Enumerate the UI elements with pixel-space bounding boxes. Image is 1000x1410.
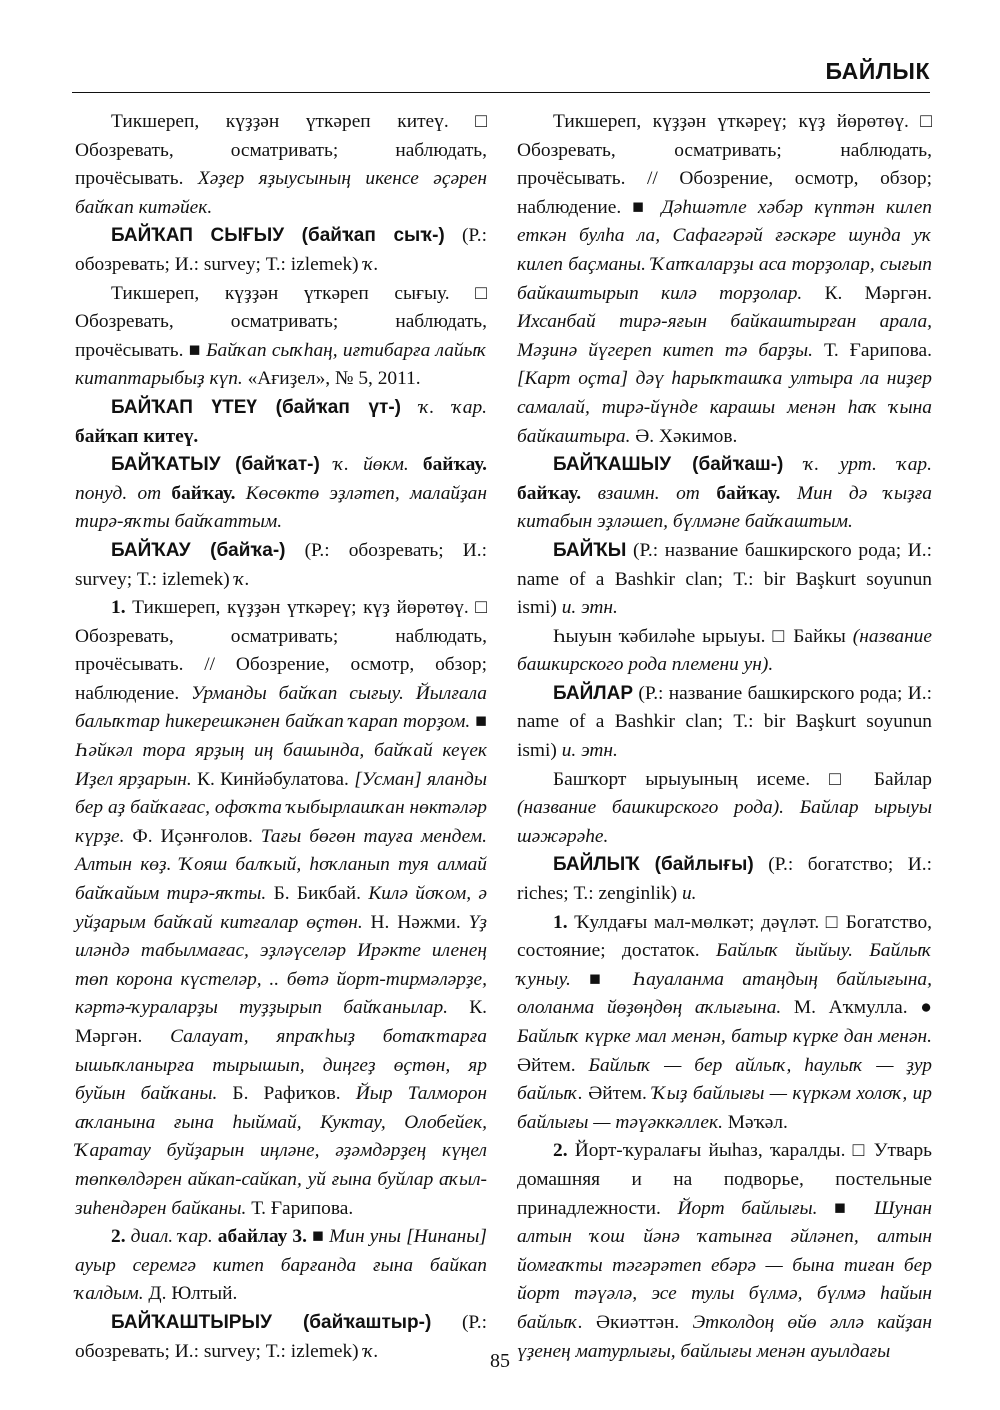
italic-text: и. bbox=[681, 883, 697, 905]
text-run bbox=[780, 483, 797, 504]
bold-reference: абайлау 3. bbox=[217, 1226, 307, 1248]
headword: БАЙЛЫҠ (байлығы) bbox=[553, 854, 754, 876]
text-run: (Р.: обозревать; И.: survey; Т.: izlemek) bbox=[75, 1311, 488, 1362]
text-run: ■ bbox=[470, 711, 488, 733]
headword: БАЙҠАТЫУ (байҡат-) bbox=[111, 454, 320, 476]
text-run: Ҡулдағы мал-мөлкәт; дәүләт. □ Богатство, состояние; достаток. bbox=[517, 911, 932, 962]
text-run: Әкиәттән. bbox=[582, 1311, 693, 1333]
dictionary-paragraph bbox=[75, 280, 487, 394]
text-run: Тикшереп, күҙҙән үткәреп китеү. □ Обозревать, осматривать; наблюдать, прочёсывать. bbox=[75, 111, 487, 190]
dictionary-paragraph bbox=[75, 108, 487, 222]
italic-text: Тағы бөгөн тауға мендем. Алтын көҙ. Ҡояш балҡый, һоҡланып туя алмай байҡайым тирә-яҡты. bbox=[75, 825, 488, 905]
dictionary-paragraph bbox=[517, 108, 932, 451]
text-run: Йорт-ҡуралағы йыһаз, ҡаралды. □ Утварь домашняя и на подворье, постельные принадлежности. bbox=[517, 1140, 932, 1219]
italic-text: Мин уны [Нинаны] ауыр серемгә китеп барғанда ғына байкап ҡалдым. bbox=[75, 1226, 487, 1305]
header-rule bbox=[72, 92, 930, 93]
italic-text: ҡ. урт. ҡар. bbox=[804, 454, 932, 476]
dictionary-paragraph bbox=[517, 1137, 932, 1366]
bold-reference: 1. bbox=[553, 911, 568, 933]
text-run: ■ bbox=[306, 1226, 330, 1248]
text-run: Әйтем. bbox=[582, 1083, 653, 1105]
italic-text: Шунан алтын ҡош йәнә ҡатынға әйләнеп, алтын йомғаҡты тәгәрәтеп ебәрә — бына тиған бер йорт тәүәлә, эсе тулы бүлмә, бүлмә һайын байлыҡ. bbox=[517, 1197, 933, 1333]
text-run bbox=[161, 483, 171, 504]
italic-text: ҡ. bbox=[363, 253, 379, 275]
text-run: (Р.: обозревать; И.: survey; Т.: izlemek) bbox=[75, 225, 487, 275]
text-run: Ф. Иҫәнғолов. bbox=[124, 825, 261, 847]
italic-text: Дәһшәтле хәбәр күптән килеп еткән булһа ла, Сафагәрәй ғәскәре шунда уҡ килеп баҫманы. Ҡапҡаларҙы аса торҙолар, сығып байкаштырып килә торҙолар. bbox=[517, 196, 932, 304]
italic-text: ҡ. йөкм. bbox=[333, 454, 409, 476]
bold-reference: 2. bbox=[553, 1140, 568, 1162]
italic-text: Байлыҡ йыйыу. Байлыҡ ҡуныу. bbox=[517, 940, 932, 990]
italic-text: Һауаланма атаңдың байлығына, ололанма йөҙөңдөң аҡлығына. bbox=[517, 968, 932, 1019]
text-run bbox=[320, 454, 334, 475]
text-run: (Р.: название башкирского рода; И.: name of a Bashkir clan; Т.: bir Başkurt soyunun ismi) bbox=[517, 539, 932, 619]
text-run: ■ bbox=[817, 1197, 875, 1219]
text-run: Б. Рафиҡов. bbox=[217, 1083, 356, 1105]
italic-text: (название башкирского рода). Байлар ырыуы шәжәрәһе. bbox=[517, 797, 932, 847]
text-run: Әйтем. bbox=[517, 1054, 589, 1076]
italic-text: ҡ. ҡар. bbox=[419, 396, 487, 418]
text-run: Д. Юлтый. bbox=[143, 1283, 238, 1305]
bold-reference: байҡап китеү. bbox=[75, 425, 199, 447]
italic-text: понуд. от bbox=[75, 482, 162, 504]
text-run: Башҡорт ырыуының исеме. □ Байлар bbox=[553, 768, 932, 790]
text-run: Н. Нәжми. bbox=[362, 911, 469, 933]
text-run bbox=[700, 483, 717, 504]
text-run: Һыуын ҡәбиләһе ырыуы. □ Байкы bbox=[553, 625, 853, 647]
italic-text: Урманды байҡап сығыу. Йылғала балыҡтар һикерешкәнен байҡап ҡарап торҙом. bbox=[75, 682, 487, 733]
italic-text: Хәҙер яҙыусының икенсе әҫәрен байҡап китәйек. bbox=[75, 168, 488, 218]
italic-text: [Карт оҫта] дәү һарыҡташҡа ултыра ла ниҙер самалай, тирә-йүнде карашы менән һаҡ ҡына байкаштыра. bbox=[517, 368, 932, 447]
dictionary-paragraph bbox=[75, 394, 487, 451]
bold-reference: байҡау. bbox=[171, 482, 236, 504]
dictionary-paragraph bbox=[75, 537, 487, 594]
headword: БАЙҠЫ bbox=[553, 539, 627, 561]
text-run bbox=[783, 454, 804, 475]
bold-reference: байҡау. bbox=[517, 482, 582, 504]
italic-text: (название башкирского рода племени ун). bbox=[517, 625, 932, 676]
text-run: ■ bbox=[570, 968, 633, 990]
page-number: 85 bbox=[490, 1350, 510, 1372]
text-run: Мәҡәл. bbox=[722, 1111, 788, 1133]
running-head: БАЙЛЫК bbox=[825, 58, 930, 84]
italic-text: Байҡап сыҡһаң, иғтибарға лайыҡ китаптарыбыҙ күп. bbox=[75, 339, 487, 390]
text-run: Б. Бикбай. bbox=[266, 883, 369, 905]
italic-text: Салауат, япраҡһыҙ ботаҡтарға ышыҡланырға тырышып, диңгеҙ өҫтөн, яр буйын байҡаны. bbox=[75, 1026, 487, 1105]
italic-text: Йорт байлығы. bbox=[677, 1197, 818, 1219]
italic-text: и. этн. bbox=[561, 597, 618, 619]
dictionary-paragraph bbox=[517, 909, 932, 1138]
bold-reference: байҡау. bbox=[716, 482, 781, 504]
italic-text: Килә йоҡом, ә уйҙарым байҡай китғалар өҫтөн. bbox=[75, 883, 488, 933]
text-run: Т. Ғарипова. bbox=[813, 339, 932, 361]
dictionary-paragraph bbox=[75, 1223, 487, 1309]
headword: БАЙҠАП СЫҒЫУ (байҡап сыҡ-) bbox=[111, 225, 445, 247]
text-run: Тикшереп, күҙҙән үткәреү; күҙ йөрөтөү. □ Обозревать, осматривать; наблюдать, прочёсывать. // Обозрение, осмотр, обзор; наблюдение. bbox=[75, 597, 487, 704]
right-column bbox=[517, 108, 932, 1366]
italic-text: Үҙ иләндә табылмағас, эҙләүселәр Ирәкте иленең төп корона күстеләр, .. бөтә йорт-тирмәләрҙе, кәртә-ҡураларҙы туҙҙырып байҡанылар. bbox=[75, 911, 487, 1019]
italic-text: диал. ҡар. bbox=[130, 1226, 213, 1248]
text-run: (Р.: богатство; И.: riches; Т.: zenginlik) bbox=[517, 854, 932, 905]
text-run: «Ағиҙел», № 5, 2011. bbox=[242, 368, 421, 390]
italic-text: Ҡыҙ байлығы — күркәм холоҡ, ир байлығы — тәүәккәллек. bbox=[517, 1083, 932, 1133]
dictionary-paragraph bbox=[517, 680, 932, 766]
italic-text: Байлыҡ күрке мал менән, батыр күрке дан менән. bbox=[517, 1026, 932, 1047]
italic-text: Көсөктө эҙләтеп, малайҙан тирә-яҡты байҡаттым. bbox=[75, 482, 487, 533]
dictionary-paragraph bbox=[517, 623, 932, 680]
text-run bbox=[236, 483, 246, 504]
bold-reference: байҡау. bbox=[422, 454, 487, 476]
text-run: Ә. Хәкимов. bbox=[630, 425, 738, 447]
text-run: К. Кинйәбулатова. bbox=[191, 768, 355, 790]
italic-text: ҡ. bbox=[363, 1340, 379, 1362]
headword: БАЙҠАШТЫРЫУ (байҡаштыр-) bbox=[111, 1311, 432, 1333]
bold-reference: 2. bbox=[111, 1226, 126, 1248]
dictionary-paragraph bbox=[75, 451, 487, 537]
dictionary-paragraph bbox=[75, 222, 487, 279]
headword: БАЙҠАШЫУ (байҡаш-) bbox=[553, 454, 784, 476]
italic-text: Йыр Талморон аҡланына ғына һыймай, Куктау, Олобейек, Ҡаратау буйҙарын иңләне, әҙәмдәрҙең күңел төпкөлдәрен айкап-сайкап, уй ғына буйлар аҡыл-зиһендәрен байканы. bbox=[75, 1083, 488, 1219]
italic-text: Ихсанбай тирә-яғын байкаштырған арала, Мәҙинә йүгереп китеп тә барҙы. bbox=[517, 311, 932, 361]
text-run: (Р.: обозревать; И.: survey; Т.: izlemek) bbox=[75, 539, 487, 590]
text-run: М. Аҡмулла. ● bbox=[781, 997, 932, 1019]
italic-text: и. этн. bbox=[561, 740, 618, 762]
italic-text: Мин дә ҡыҙға китабын эҙләшеп, бүлмәне байҡаштым. bbox=[517, 482, 933, 533]
headword: БАЙЛАР bbox=[553, 682, 634, 704]
text-run: Тикшереп, күҙҙән үткәреү; күҙ йөрөтөү. □ Обозревать, осматривать; наблюдать, прочёсывать. // Обозрение, осмотр, обзор; наблюдение. ■ bbox=[517, 111, 932, 218]
text-run bbox=[581, 483, 598, 504]
dictionary-paragraph bbox=[517, 766, 932, 852]
dictionary-paragraph bbox=[75, 594, 487, 1223]
text-run bbox=[409, 454, 423, 475]
dictionary-paragraph bbox=[517, 537, 932, 623]
italic-text: Этколдоң өйө әллә кайҙан үҙенең матурлығы, байлығы менән ауылдағы bbox=[517, 1311, 933, 1362]
text-run bbox=[401, 397, 419, 418]
text-run: (Р.: название башкирского рода; И.: name of a Bashkir clan; Т.: bir Başkurt soyunun ismi) bbox=[517, 682, 932, 762]
text-run: К. Мәргән. bbox=[802, 282, 932, 304]
headword: БАЙҠАП ҮТЕҮ (байҡап үт-) bbox=[111, 396, 401, 418]
left-column bbox=[75, 108, 487, 1366]
dictionary-paragraph bbox=[517, 451, 932, 537]
text-run: К. Мәргән. bbox=[75, 997, 487, 1047]
italic-text: Һәйкәл тора ярҙың иң башында, байҡай кеүек Иҙел ярҙарын. bbox=[75, 740, 487, 790]
text-run: Т. Ғарипова. bbox=[246, 1197, 354, 1219]
headword: БАЙҠАУ (байҡа-) bbox=[111, 539, 286, 561]
italic-text: взаимн. от bbox=[597, 482, 700, 504]
italic-text: ҡ. bbox=[234, 568, 250, 590]
italic-text: Байлыҡ — бер айлыҡ, һаулыҡ — ҙур байлыҡ. bbox=[517, 1054, 932, 1105]
italic-text: [Усман] яланды бер аҙ байҡағас, офоҡта ҡыбырлашҡан нөктәләр күрҙе. bbox=[75, 768, 487, 847]
dictionary-paragraph bbox=[517, 851, 932, 908]
text-run: Тикшереп, күҙҙән үткәреп сығыу. □ Обозревать, осматривать; наблюдать, прочёсывать. ■ bbox=[75, 282, 487, 361]
bold-reference: 1. bbox=[111, 597, 126, 619]
